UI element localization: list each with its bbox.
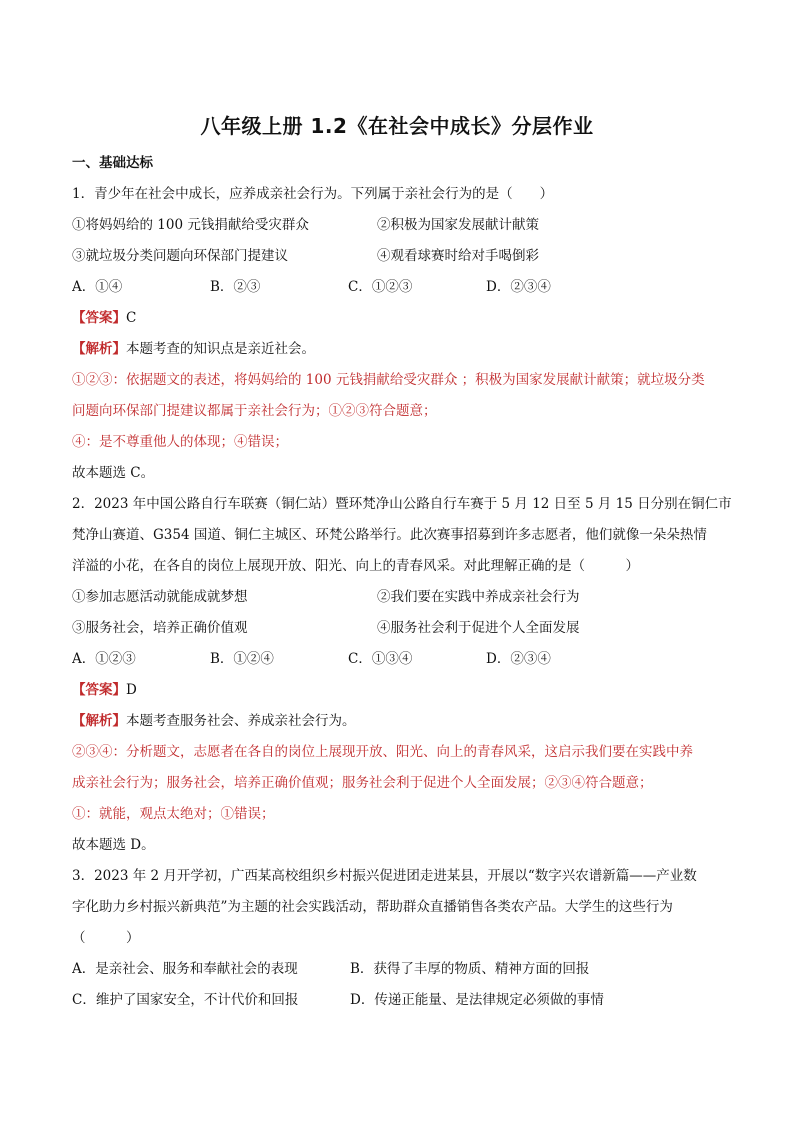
q3-choices-row-1 xyxy=(72,954,732,985)
q2-analysis-line-3: ①：就能，观点太绝对；①错误； xyxy=(72,806,275,822)
q1-stem: 1．青少年在社会中成长，应养成亲社会行为。下列属于亲社会行为的是（ ） xyxy=(72,186,554,202)
section-heading: 一、基础达标 xyxy=(72,155,153,171)
q1-item-1: ①将妈妈给的 100 元钱捐献给受灾群众 xyxy=(72,217,309,233)
q3-stem-3: （ ） xyxy=(72,930,140,946)
q1-item-3: ③就垃圾分类问题向环保部门提建议 xyxy=(72,248,288,264)
q2-choice-d: D．②③④ xyxy=(486,651,551,667)
q2-choice-c: C．①③④ xyxy=(348,651,413,667)
q3-choice-b: B．获得了丰厚的物质、精神方面的回报 xyxy=(350,961,590,977)
q2-stem-3: 洋溢的小花，在各自的岗位上展现开放、阳光、向上的青春风采。对此理解正确的是（ ） xyxy=(72,558,639,574)
q3-choice-c: C．维护了国家安全，不计代价和回报 xyxy=(72,992,299,1008)
q1-items-row-1 xyxy=(72,210,732,241)
answer-tag: 【答案】 xyxy=(72,682,126,698)
q3-choices-row-2 xyxy=(72,985,732,1016)
analysis-tag: 【解析】 xyxy=(72,341,126,357)
q2-item-4: ④服务社会利于促进个人全面发展 xyxy=(377,620,580,636)
answer-value: D xyxy=(126,682,137,698)
q3-choice-d: D．传递正能量、是法律规定必须做的事情 xyxy=(350,992,604,1008)
q2-choice-b: B．①②④ xyxy=(210,651,274,667)
analysis-text: 本题考查服务社会、养成亲社会行为。 xyxy=(126,713,356,729)
q2-stem-2: 梵净山赛道、G354 国道、铜仁主城区、环梵公路举行。此次赛事招募到许多志愿者，他们就像一朵朵热情 xyxy=(72,527,707,543)
q1-item-4: ④观看球赛时给对手喝倒彩 xyxy=(377,248,539,264)
q1-choice-b: B．②③ xyxy=(210,279,261,295)
q3-stem-1: 3．2023 年 2 月开学初，广西某高校组织乡村振兴促进团走进某县，开展以“数字兴农谱新篇——产业数 xyxy=(72,868,697,884)
q2-analysis xyxy=(72,706,732,737)
q2-answer xyxy=(72,675,732,706)
document-body xyxy=(72,148,732,1016)
q2-item-3: ③服务社会，培养正确价值观 xyxy=(72,620,248,636)
analysis-tag: 【解析】 xyxy=(72,713,126,729)
q1-analysis-line-3: ④：是不尊重他人的体现；④错误； xyxy=(72,434,288,450)
q1-analysis xyxy=(72,334,732,365)
q1-items-row-2 xyxy=(72,241,732,272)
q2-item-2: ②我们要在实践中养成亲社会行为 xyxy=(377,589,580,605)
q2-choices xyxy=(72,644,732,675)
q2-items-row-1 xyxy=(72,582,732,613)
q1-choice-c: C．①②③ xyxy=(348,279,413,295)
answer-value: C xyxy=(126,310,137,326)
analysis-text: 本题考查的知识点是亲近社会。 xyxy=(126,341,315,357)
answer-tag: 【答案】 xyxy=(72,310,126,326)
q1-analysis-line-2: 问题向环保部门提建议都属于亲社会行为；①②③符合题意； xyxy=(72,403,437,419)
q3-choice-a: A．是亲社会、服务和奉献社会的表现 xyxy=(72,961,298,977)
q3-stem-2: 字化助力乡村振兴新典范”为主题的社会实践活动，帮助群众直播销售各类农产品。大学生的这些行为 xyxy=(72,899,673,915)
q2-stem-1: 2．2023 年中国公路自行车联赛（铜仁站）暨环梵净山公路自行车赛于 5 月 12 日至 5 月 15 日分别在铜仁市 xyxy=(72,496,732,512)
q1-item-2: ②积极为国家发展献计献策 xyxy=(377,217,539,233)
q2-conclusion: 故本题选 D。 xyxy=(72,837,155,853)
q1-answer xyxy=(72,303,732,334)
q1-choices xyxy=(72,272,732,303)
page-title: 八年级上册 1.2《在社会中成长》分层作业 xyxy=(200,114,594,138)
q2-items-row-2 xyxy=(72,613,732,644)
q2-item-1: ①参加志愿活动就能成就梦想 xyxy=(72,589,248,605)
q2-choice-a: A．①②③ xyxy=(72,651,136,667)
q2-analysis-line-2: 成亲社会行为；服务社会，培养正确价值观；服务社会利于促进个人全面发展；②③④符合题意； xyxy=(72,775,653,791)
q1-analysis-line-1: ①②③：依据题文的表述，将妈妈给的 100 元钱捐献给受灾群众 ；积极为国家发展献计献策；就垃圾分类 xyxy=(72,372,705,388)
q1-choice-a: A．①④ xyxy=(72,279,123,295)
q1-conclusion: 故本题选 C。 xyxy=(72,465,155,481)
q1-choice-d: D．②③④ xyxy=(486,279,551,295)
q2-analysis-line-1: ②③④：分析题文，志愿者在各自的岗位上展现开放、阳光、向上的青春风采，这启示我们要在实践中养 xyxy=(72,744,693,760)
